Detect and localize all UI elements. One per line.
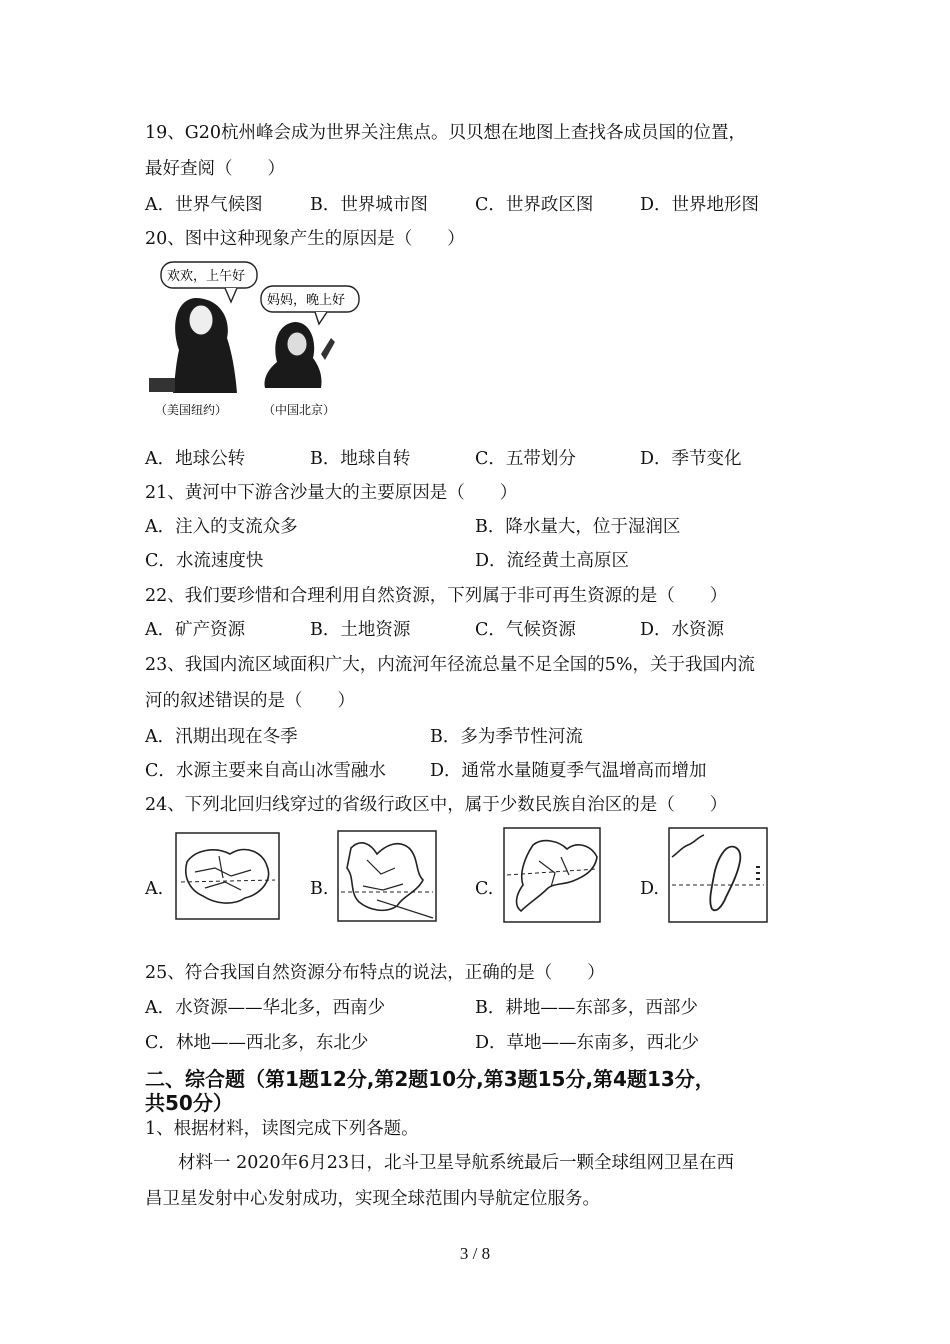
q24-option-d-label: D.	[640, 879, 659, 899]
q23-stem-line1: 23、我国内流区域面积广大，内流河年径流总量不足全国的5%，关于我国内流	[145, 655, 756, 675]
q23-option-d: D．通常水量随夏季气温增高而增加	[430, 761, 707, 781]
q20-option-b: B．地球自转	[310, 449, 411, 469]
q19-option-c: C．世界政区图	[475, 195, 594, 215]
q25-option-a: A．水资源——华北多，西南少	[145, 998, 386, 1018]
q20-bubble-right: 妈妈，晚上好	[267, 293, 346, 308]
q1-material-line2: 昌卫星发射中心发射成功，实现全球范围内导航定位服务。	[145, 1189, 600, 1209]
q24-option-c-label: C.	[475, 879, 494, 899]
q20-option-d: D．季节变化	[640, 449, 742, 469]
q21-option-d: D．流经黄土高原区	[475, 551, 630, 571]
q19-stem-line1: 19、G20杭州峰会成为世界关注焦点。贝贝想在地图上查找各成员国的位置，	[145, 123, 747, 143]
q22-option-a: A．矿产资源	[145, 620, 246, 640]
page-number: 3 / 8	[459, 1244, 491, 1263]
q19-option-d: D．世界地形图	[640, 195, 760, 215]
q24-option-b-label: B.	[310, 879, 329, 899]
q24-option-d-map	[668, 827, 768, 923]
q22-option-d: D．水资源	[640, 620, 725, 640]
q21-stem: 21、黄河中下游含沙量大的主要原因是（ ）	[145, 483, 518, 503]
q25-option-b: B．耕地——东部多，西部少	[475, 998, 698, 1018]
q25-stem: 25、符合我国自然资源分布特点的说法，正确的是（ ）	[145, 963, 605, 983]
q19-option-b: B．世界城市图	[310, 195, 428, 215]
q20-option-a: A．地球公转	[145, 449, 246, 469]
q20-caption-left: （美国纽约）	[155, 403, 228, 417]
q24-option-a-map	[175, 832, 280, 920]
q21-option-c: C．水流速度快	[145, 551, 264, 571]
q24-stem: 24、下列北回归线穿过的省级行政区中，属于少数民族自治区的是（ ）	[145, 795, 728, 815]
q20-stem: 20、图中这种现象产生的原因是（ ）	[145, 229, 465, 249]
q20-phone-call-figure	[145, 258, 375, 423]
q24-option-a-label: A.	[145, 879, 164, 899]
q20-option-c: C．五带划分	[475, 449, 576, 469]
q21-option-a: A．注入的支流众多	[145, 517, 298, 537]
q20-bubble-left: 欢欢，上午好	[167, 269, 246, 284]
q1-material-line1: 材料一 2020年6月23日，北斗卫星导航系统最后一颗全球组网卫星在西	[178, 1153, 734, 1173]
q22-option-c: C．气候资源	[475, 620, 576, 640]
q25-option-c: C．林地——西北多，东北少	[145, 1033, 369, 1053]
q23-option-b: B．多为季节性河流	[430, 727, 583, 747]
q19-stem-line2: 最好查阅（ ）	[145, 159, 285, 179]
q24-option-b-map	[337, 830, 437, 922]
section-2-heading-line2: 共50分）	[145, 1091, 233, 1115]
q23-option-a: A．汛期出现在冬季	[145, 727, 298, 747]
q25-option-d: D．草地——东南多，西北少	[475, 1033, 700, 1053]
q24-option-c-map	[503, 827, 601, 923]
q23-stem-line2: 河的叙述错误的是（ ）	[145, 691, 355, 711]
q21-option-b: B．降水量大，位于湿润区	[475, 517, 681, 537]
q20-caption-right: （中国北京）	[263, 403, 336, 417]
q19-option-a: A．世界气候图	[145, 195, 263, 215]
q22-option-b: B．土地资源	[310, 620, 411, 640]
q1-stem: 1、根据材料，读图完成下列各题。	[145, 1119, 419, 1139]
q23-option-c: C．水源主要来自高山冰雪融水	[145, 761, 386, 781]
q22-stem: 22、我们要珍惜和合理利用自然资源，下列属于非可再生资源的是（ ）	[145, 586, 728, 606]
section-2-heading-line1: 二、综合题（第1题12分,第2题10分,第3题15分,第4题13分，	[145, 1067, 715, 1091]
